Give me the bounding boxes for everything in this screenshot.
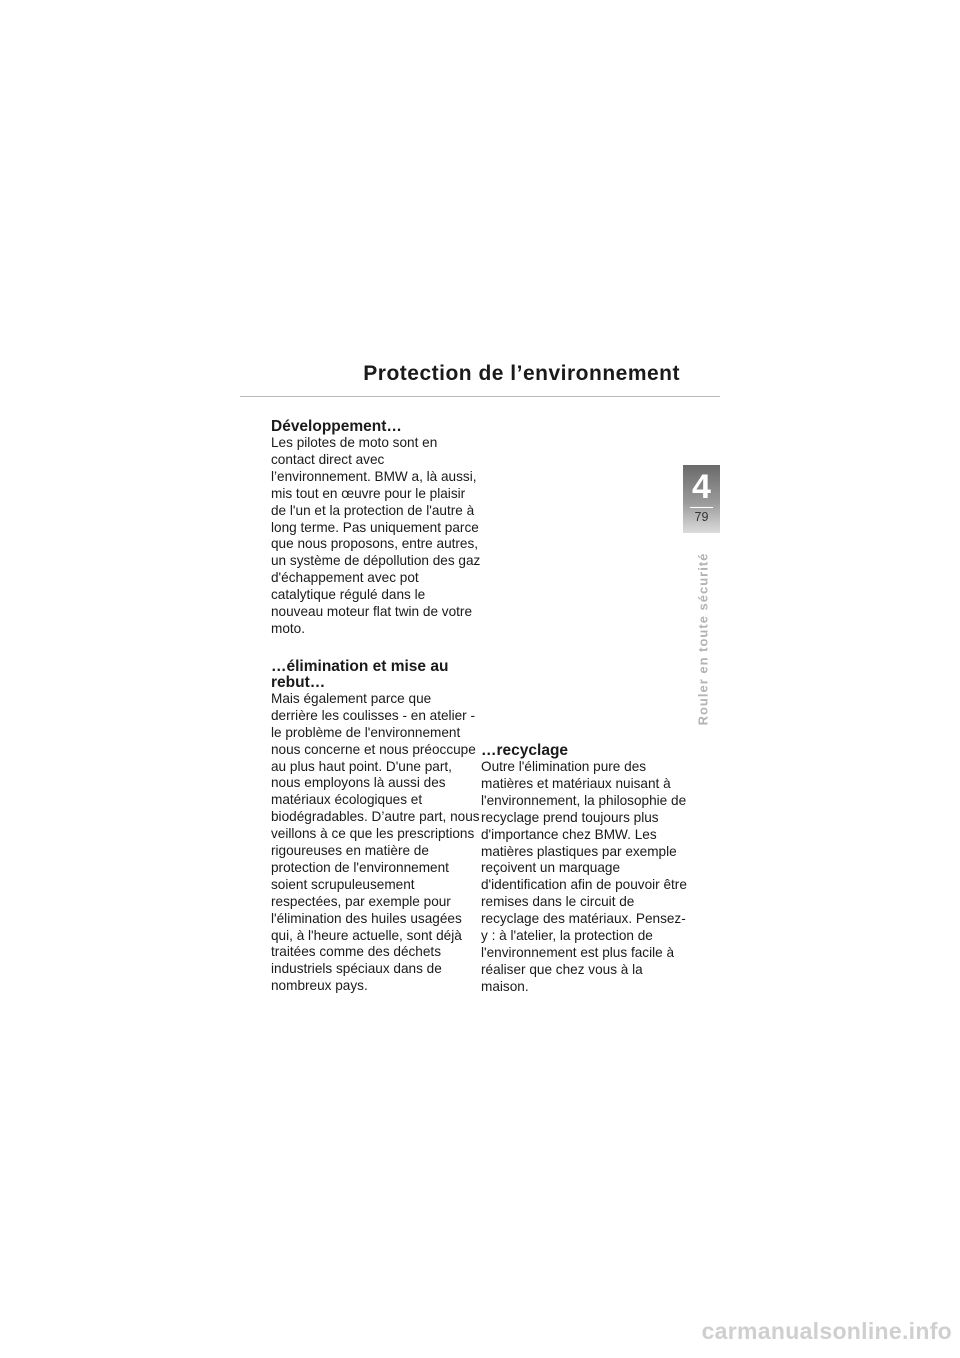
section-heading-elimination: …élimination et mise au rebut… (271, 657, 449, 691)
page-number: 79 (694, 510, 709, 524)
section-heading-developpement: Développement… (271, 418, 402, 435)
chapter-number: 4 (692, 468, 711, 506)
page-title: Protection de l’environnement (363, 362, 680, 385)
chapter-tab (683, 465, 720, 533)
right-column (481, 743, 691, 1017)
section-body-developpement: Les pilotes de moto sont en contact direct avec l’environnement. BMW a, là aussi, mis tout en œuvre pour le plaisir de l'un et la protection de l'autre à long terme. Pas uniquement parce que nous proposons, entre autres, un système de dépollution des gaz d'échappement avec pot catalytique régulé dans le nouveau moteur flat twin de votre moto. (271, 435, 481, 636)
section-body-elimination: Mais également parce que derrière les coulisses - en atelier - le problème de l'environnement nous concerne et nous préoccupe au plus haut point. D'une part, nous employons là aussi des matériaux écologiques et biodégradables. D’autre part, nous veillons à ce que les prescriptions rigoureuses en matière de protection de l'environnement soient scrupuleusement respectées, par exemple pour l'élimination des huiles usagées qui, à l'heure actuelle, sont déjà traitées comme des déchets industriels spéciaux dans de nombreux pays. (271, 690, 480, 994)
title-divider (240, 396, 720, 397)
section-body-recyclage: Outre l'élimination pure des matières et matériaux nuisant à l'environnement, la philosophie de recyclage prend toujours plus d'importance chez BMW. Les matières plastiques par exemple reçoivent un marquage d'identification afin de pouvoir être remises dans le circuit de recyclage des matériaux. Pensez-y : à l'atelier, la protection de l'environnement est plus facile à réaliser que chez vous à la maison. (481, 759, 687, 994)
chapter-side-label: Rouler en toute sécurité (695, 552, 711, 726)
section-heading-recyclage: …recyclage (481, 742, 569, 759)
left-column (271, 419, 481, 1016)
footer-watermark: carmanualsonline.info (701, 1318, 952, 1344)
chapter-divider (690, 507, 713, 508)
